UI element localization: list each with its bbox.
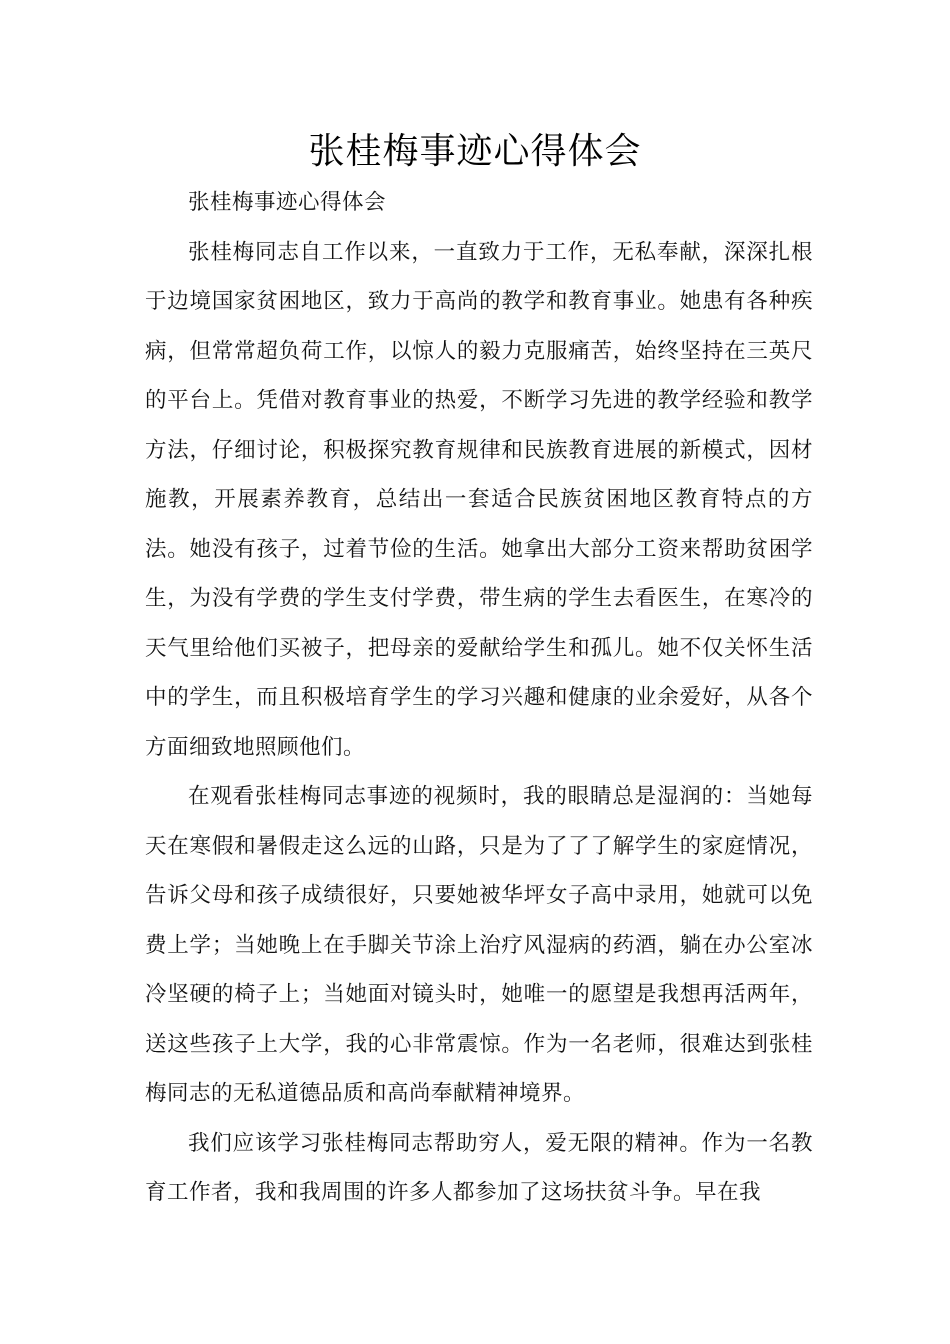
- paragraph-3: 我们应该学习张桂梅同志帮助穷人，爱无限的精神。作为一名教育工作者，我和我周围的许多人都参加了这场扶贫斗争。早在我: [145, 1130, 813, 1205]
- subtitle-paragraph: 张桂梅事迹心得体会: [188, 190, 387, 215]
- paragraph-2: 在观看张桂梅同志事迹的视频时，我的眼睛总是湿润的：当她每天在寒假和暑假走这么远的山路，只是为了了了解学生的家庭情况，告诉父母和孩子成绩很好，只要她被华坪女子高中录用，她就可以免费上学；当她晚上在手脚关节涂上治疗风湿病的药酒，躺在办公室冰冷坚硬的椅子上；当她面对镜头时，她唯一的愿望是我想再活两年，送这些孩子上大学，我的心非常震惊。作为一名老师，很难达到张桂梅同志的无私道德品质和高尚奉献精神境界。: [145, 784, 813, 1106]
- document-title: 张桂梅事迹心得体会: [308, 131, 642, 172]
- paragraph-1: 张桂梅同志自工作以来，一直致力于工作，无私奉献，深深扎根于边境国家贫困地区，致力于高尚的教学和教育事业。她患有各种疾病，但常常超负荷工作，以惊人的毅力克服痛苦，始终坚持在三英尺的平台上。凭借对教育事业的热爱，不断学习先进的教学经验和教学方法，仔细讨论，积极探究教育规律和民族教育进展的新模式，因材施教，开展素养教育，总结出一套适合民族贫困地区教育特点的方法。她没有孩子，过着节俭的生活。她拿出大部分工资来帮助贫困学生，为没有学费的学生支付学费，带生病的学生去看医生，在寒冷的天气里给他们买被子，把母亲的爱献给学生和孤儿。她不仅关怀生活中的学生，而且积极培育学生的学习兴趣和健康的业余爱好，从各个方面细致地照顾他们。: [145, 239, 813, 760]
- document-body: [145, 178, 813, 1218]
